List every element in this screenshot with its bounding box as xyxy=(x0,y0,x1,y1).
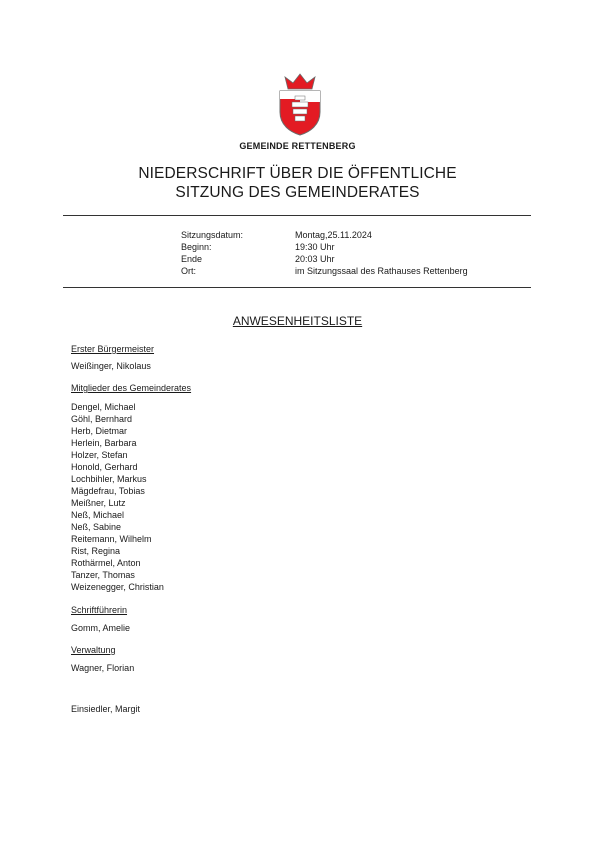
council-member: Neß, Sabine xyxy=(71,522,122,532)
document-title-line-1: NIEDERSCHRIFT ÜBER DIE ÖFFENTLICHE xyxy=(138,165,457,182)
council-member: Reitemann, Wilhelm xyxy=(71,534,152,544)
meeting-value: 19:30 Uhr xyxy=(295,242,335,252)
council-member: Rist, Regina xyxy=(71,546,121,556)
mayor-name: Weißinger, Nikolaus xyxy=(71,361,151,371)
attendance-heading: ANWESENHEITSLISTE xyxy=(232,314,363,328)
council-member: Göhl, Bernhard xyxy=(71,414,133,424)
council-member: Dengel, Michael xyxy=(71,402,136,412)
mayor-heading: Erster Bürgermeister xyxy=(71,344,155,354)
council-member: Herlein, Barbara xyxy=(71,438,137,448)
secretary-heading: Schriftführerin xyxy=(71,605,128,615)
council-member: Honold, Gerhard xyxy=(71,462,138,472)
council-member: Rothärmel, Anton xyxy=(71,558,141,568)
document-title-line-2: SITZUNG DES GEMEINDERATES xyxy=(175,184,420,201)
meeting-label: Beginn: xyxy=(181,242,212,252)
council-member: Meißner, Lutz xyxy=(71,498,126,508)
council-member: Neß, Michael xyxy=(71,510,125,520)
meeting-value: im Sitzungssaal des Rathauses Rettenberg xyxy=(295,266,468,276)
meeting-value: Montag,25.11.2024 xyxy=(295,230,372,240)
meeting-label: Ende xyxy=(181,254,203,264)
admin-name: Wagner, Florian xyxy=(71,663,135,673)
divider-top xyxy=(63,215,531,216)
council-member: Mägdefrau, Tobias xyxy=(71,486,145,496)
admin-heading: Verwaltung xyxy=(71,645,116,655)
meeting-label: Ort: xyxy=(181,266,196,276)
secretary-name: Gomm, Amelie xyxy=(71,623,131,633)
council-heading: Mitglieder des Gemeinderates xyxy=(71,383,192,393)
meeting-value: 20:03 Uhr xyxy=(295,254,335,264)
divider-bottom xyxy=(63,287,531,288)
document-title xyxy=(0,164,595,202)
council-member: Herb, Dietmar xyxy=(71,426,128,436)
council-member: Lochbihler, Markus xyxy=(71,474,147,484)
council-member-list xyxy=(71,401,164,593)
municipality-name: GEMEINDE RETTENBERG xyxy=(239,141,356,151)
council-member: Tanzer, Thomas xyxy=(71,570,135,580)
other-attendee-name: Einsiedler, Margit xyxy=(71,704,141,714)
municipal-crest-icon xyxy=(275,72,325,136)
meeting-label: Sitzungsdatum: xyxy=(181,230,244,240)
council-member: Weizenegger, Christian xyxy=(71,582,164,592)
council-member: Holzer, Stefan xyxy=(71,450,128,460)
